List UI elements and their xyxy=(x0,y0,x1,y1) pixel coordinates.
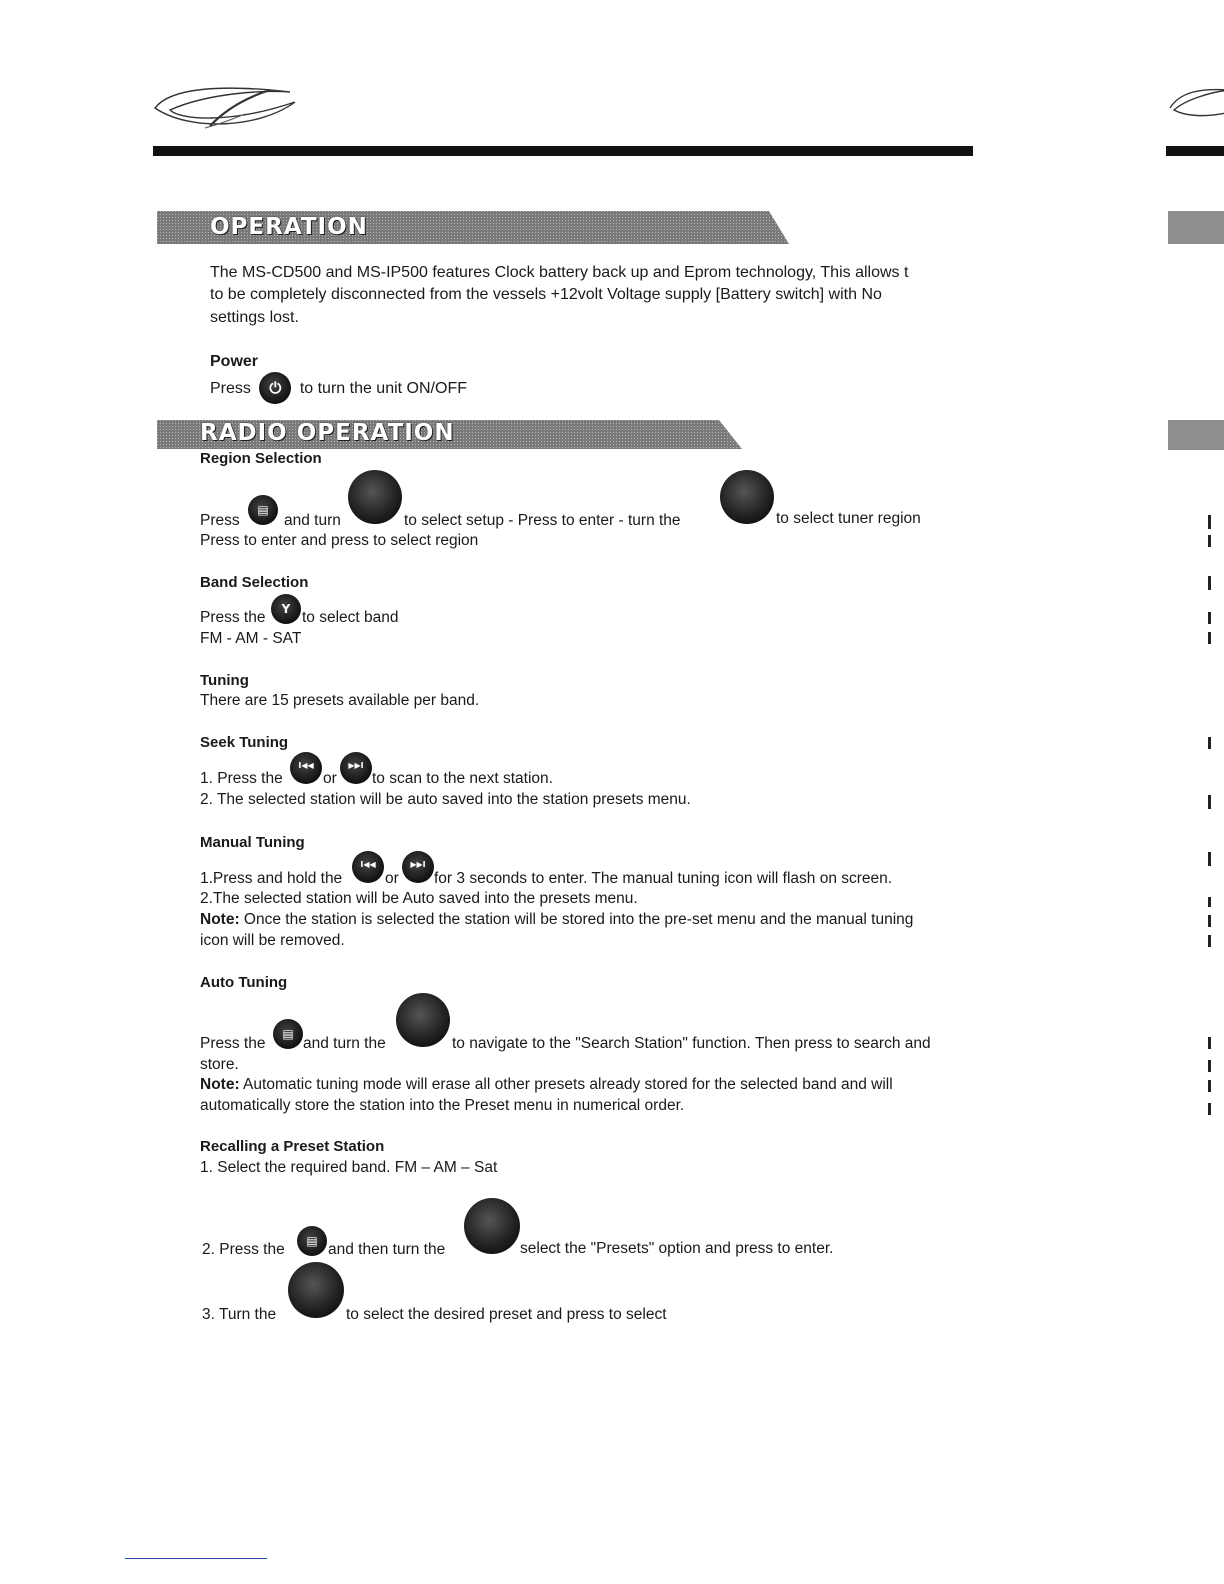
previous-track-icon-2: I◀◀ xyxy=(352,851,384,883)
manual-note-line-2: icon will be removed. xyxy=(200,932,345,949)
auto-line-2: store. xyxy=(200,1056,239,1073)
next-track-icon: ▶▶I xyxy=(340,752,372,784)
seek-or-text: or xyxy=(323,770,337,787)
previous-track-icon: I◀◀ xyxy=(290,752,322,784)
rotary-knob-icon xyxy=(348,470,402,524)
next-page-banner-2 xyxy=(1168,420,1224,450)
edge-fragment xyxy=(1208,1103,1211,1115)
header-rule xyxy=(153,146,973,156)
region-press-text: Press xyxy=(200,512,240,529)
edge-fragment xyxy=(1208,737,1211,749)
edge-fragment xyxy=(1208,576,1211,590)
preset-step-1: 1. Select the required band. FM – AM – Sat xyxy=(200,1159,498,1176)
band-text: to select band xyxy=(302,609,399,626)
auto-heading: Auto Tuning xyxy=(200,974,288,991)
seek-step-2: 2. The selected station will be auto saved into the station presets menu. xyxy=(200,791,691,808)
auto-note-label: Note: xyxy=(200,1076,240,1093)
band-list: FM - AM - SAT xyxy=(200,630,302,647)
manual-or-text: or xyxy=(385,870,399,887)
edge-fragment xyxy=(1208,1060,1211,1072)
edge-fragment xyxy=(1208,795,1211,809)
manual-heading: Manual Tuning xyxy=(200,834,305,851)
manual-note-label: Note: xyxy=(200,911,240,928)
preset-step3-text-a: 3. Turn the xyxy=(202,1306,277,1323)
tuning-text: There are 15 presets available per band. xyxy=(200,692,480,709)
next-track-icon-2: ▶▶I xyxy=(402,851,434,883)
manual-step1-text: 1.Press and hold the xyxy=(200,870,343,887)
edge-fragment xyxy=(1208,897,1211,907)
preset-step2-text-a: 2. Press the xyxy=(202,1241,285,1258)
edge-fragment xyxy=(1208,915,1211,927)
preset-step2-text-b: and then turn the xyxy=(328,1241,446,1258)
preset-step2-text-c: select the "Presets" option and press to enter. xyxy=(520,1240,834,1257)
intro-line-1: The MS-CD500 and MS-IP500 features Clock battery back up and Eprom technology, This allows t xyxy=(210,264,909,281)
region-heading: Region Selection xyxy=(200,450,322,467)
next-page-banner xyxy=(1168,211,1224,244)
region-text-1: to select setup - Press to enter - turn the xyxy=(404,512,681,529)
seek-step1-text-2: to scan to the next station. xyxy=(372,770,553,787)
region-text-2: to select tuner region xyxy=(776,510,921,527)
power-icon: ⏻ xyxy=(259,372,291,404)
brand-logo-icon xyxy=(150,80,300,136)
auto-text: to navigate to the "Search Station" function. Then press to search and xyxy=(452,1035,931,1052)
edge-fragment xyxy=(1208,612,1211,624)
rotary-knob-icon-2 xyxy=(720,470,774,524)
power-text: to turn the unit ON/OFF xyxy=(299,380,467,397)
header-rule-next-page xyxy=(1166,146,1224,156)
intro-line-2: to be completely disconnected from the vessels +12volt Voltage supply [Battery switch] with No xyxy=(210,286,882,303)
radio-operation-heading: RADIO OPERATION xyxy=(200,420,455,446)
footer-rule xyxy=(125,1558,267,1559)
auto-note-text: Automatic tuning mode will erase all other presets already stored for the selected band and will xyxy=(239,1076,893,1093)
auto-note xyxy=(200,1074,893,1096)
rotary-knob-icon-4 xyxy=(464,1198,520,1254)
power-line xyxy=(210,372,467,404)
edge-fragment xyxy=(1208,935,1211,947)
rotary-knob-icon-3 xyxy=(396,993,450,1047)
power-heading: Power xyxy=(210,353,259,370)
seek-heading: Seek Tuning xyxy=(200,734,289,751)
manual-note xyxy=(200,909,913,931)
menu-icon-2: ▤ xyxy=(273,1019,303,1049)
tuning-heading: Tuning xyxy=(200,672,249,689)
manual-note-text: Once the station is selected the station will be stored into the pre-set menu and the manual tuning xyxy=(239,911,914,928)
edge-fragment xyxy=(1208,515,1211,529)
region-line-2: Press to enter and press to select region xyxy=(200,532,479,549)
power-press-text: Press xyxy=(210,380,251,397)
menu-icon-3: ▤ xyxy=(297,1226,327,1256)
menu-icon: ▤ xyxy=(248,495,278,525)
edge-fragment xyxy=(1208,852,1211,866)
antenna-icon: Y xyxy=(271,594,301,624)
preset-step3-text-b: to select the desired preset and press to select xyxy=(346,1306,667,1323)
edge-fragment xyxy=(1208,535,1211,547)
edge-fragment xyxy=(1208,1037,1211,1049)
auto-press-text: Press the xyxy=(200,1035,266,1052)
band-heading: Band Selection xyxy=(200,574,309,591)
operation-heading: OPERATION xyxy=(210,214,368,240)
manual-step-2: 2.The selected station will be Auto saved into the presets menu. xyxy=(200,890,638,907)
seek-step1-text: 1. Press the xyxy=(200,770,283,787)
intro-line-3: settings lost. xyxy=(210,309,299,326)
edge-fragment xyxy=(1208,632,1211,644)
region-and-turn-text: and turn xyxy=(284,512,341,529)
manual-step1-text-2: for 3 seconds to enter. The manual tuning icon will flash on screen. xyxy=(434,870,893,887)
band-press-text: Press the xyxy=(200,609,266,626)
rotary-knob-icon-5 xyxy=(288,1262,344,1318)
edge-fragment xyxy=(1208,1080,1211,1092)
auto-and-turn-text: and turn the xyxy=(303,1035,386,1052)
brand-logo-partial-icon xyxy=(1160,80,1224,136)
auto-note-line-2: automatically store the station into the Preset menu in numerical order. xyxy=(200,1097,685,1114)
preset-heading: Recalling a Preset Station xyxy=(200,1138,385,1155)
